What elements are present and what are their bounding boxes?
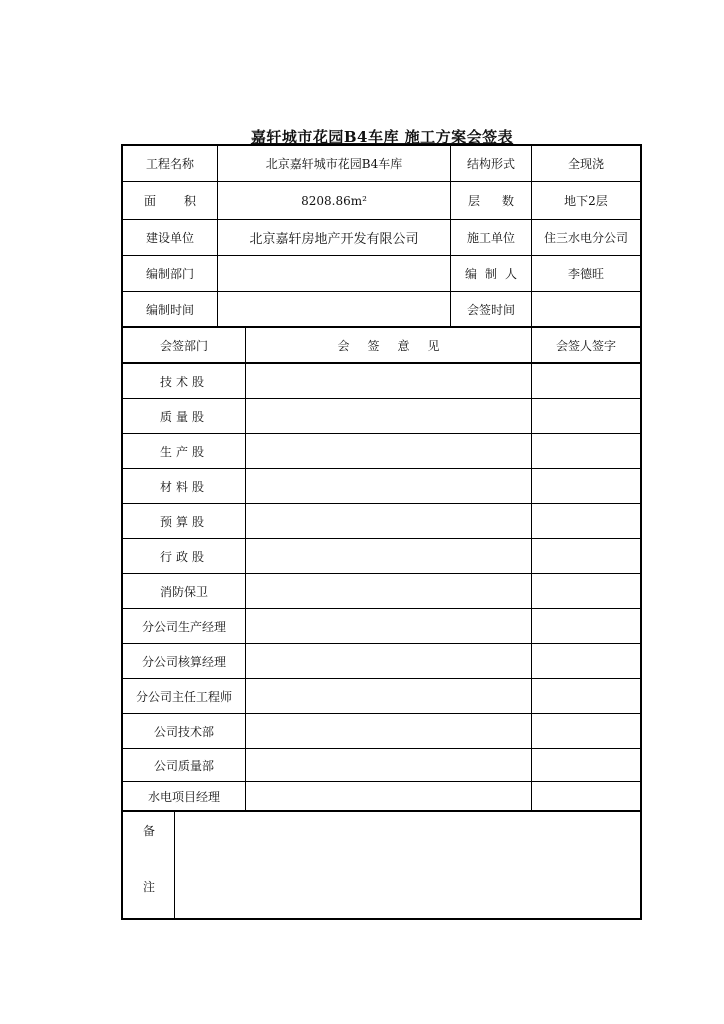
info-row-time bbox=[123, 292, 640, 328]
dept-row bbox=[123, 434, 640, 469]
floors-label: 层数 bbox=[451, 182, 532, 219]
sign-time-label: 会签时间 bbox=[451, 292, 532, 326]
info-row-area bbox=[123, 182, 640, 220]
sign-dept-header: 会签部门 bbox=[123, 328, 246, 362]
dept-row bbox=[123, 679, 640, 714]
sign-time-value[interactable] bbox=[532, 292, 640, 326]
dept-name: 技术股 bbox=[123, 364, 246, 398]
opinion-cell[interactable] bbox=[246, 539, 532, 573]
structure-value[interactable]: 全现浇 bbox=[567, 157, 604, 171]
info-row-builder bbox=[123, 220, 640, 256]
opinion-cell[interactable] bbox=[246, 434, 532, 468]
dept-name: 公司技术部 bbox=[123, 714, 246, 748]
signature-cell[interactable] bbox=[532, 469, 640, 503]
author-label: 编制人 bbox=[451, 256, 532, 291]
dept-row bbox=[123, 609, 640, 644]
signature-cell[interactable] bbox=[532, 399, 640, 433]
opinion-cell[interactable] bbox=[246, 574, 532, 608]
dept-value[interactable] bbox=[218, 256, 451, 291]
dept-name: 消防保卫 bbox=[123, 574, 246, 608]
sign-opinion-header: 会签意见 bbox=[246, 328, 532, 362]
form-title: 嘉轩城市花园B4车库 施工方案会签表 bbox=[250, 128, 514, 146]
signature-cell[interactable] bbox=[532, 714, 640, 748]
dept-name: 生产股 bbox=[123, 434, 246, 468]
dept-row bbox=[123, 399, 640, 434]
info-row-dept bbox=[123, 256, 640, 292]
remarks-text[interactable] bbox=[175, 812, 640, 918]
author-value[interactable]: 李德旺 bbox=[567, 267, 604, 281]
dept-name: 分公司主任工程师 bbox=[123, 679, 246, 713]
opinion-cell[interactable] bbox=[246, 364, 532, 398]
project-name-value[interactable]: 北京嘉轩城市花园B4车库 bbox=[218, 146, 451, 181]
signature-cell[interactable] bbox=[532, 574, 640, 608]
dept-row bbox=[123, 644, 640, 679]
contractor-label: 施工单位 bbox=[451, 220, 532, 255]
floors-value[interactable]: 地下2层 bbox=[564, 194, 608, 208]
dept-row bbox=[123, 504, 640, 539]
opinion-cell[interactable] bbox=[246, 644, 532, 678]
opinion-cell[interactable] bbox=[246, 782, 532, 810]
opinion-cell[interactable] bbox=[246, 504, 532, 538]
remarks-label-bottom: 注 bbox=[142, 880, 155, 894]
signature-cell[interactable] bbox=[532, 504, 640, 538]
prep-time-value[interactable] bbox=[218, 292, 451, 326]
remarks-label-top: 备 bbox=[142, 824, 155, 838]
dept-row bbox=[123, 539, 640, 574]
builder-value[interactable]: 北京嘉轩房地产开发有限公司 bbox=[218, 220, 451, 255]
signature-cell[interactable] bbox=[532, 679, 640, 713]
structure-label: 结构形式 bbox=[451, 146, 532, 181]
signature-cell[interactable] bbox=[532, 434, 640, 468]
signature-cell[interactable] bbox=[532, 782, 640, 810]
opinion-cell[interactable] bbox=[246, 679, 532, 713]
dept-label: 编制部门 bbox=[123, 256, 218, 291]
contractor-value[interactable]: 住三水电分公司 bbox=[543, 231, 628, 245]
dept-row bbox=[123, 749, 640, 782]
dept-name: 预算股 bbox=[123, 504, 246, 538]
dept-name: 行政股 bbox=[123, 539, 246, 573]
dept-name: 质量股 bbox=[123, 399, 246, 433]
opinion-cell[interactable] bbox=[246, 399, 532, 433]
signature-cell[interactable] bbox=[532, 749, 640, 781]
signature-cell[interactable] bbox=[532, 609, 640, 643]
signature-cell[interactable] bbox=[532, 539, 640, 573]
dept-row bbox=[123, 574, 640, 609]
remarks-label bbox=[123, 812, 175, 918]
opinion-cell[interactable] bbox=[246, 469, 532, 503]
signature-cell[interactable] bbox=[532, 644, 640, 678]
info-row-project bbox=[123, 146, 640, 182]
project-name-label: 工程名称 bbox=[123, 146, 218, 181]
builder-label: 建设单位 bbox=[123, 220, 218, 255]
opinion-cell[interactable] bbox=[246, 749, 532, 781]
area-value[interactable]: 8208.86m² bbox=[218, 182, 451, 219]
dept-row bbox=[123, 364, 640, 399]
dept-name: 材料股 bbox=[123, 469, 246, 503]
signature-cell[interactable] bbox=[532, 364, 640, 398]
sign-off-table bbox=[121, 144, 642, 920]
area-label: 面积 bbox=[123, 182, 218, 219]
sign-header-row bbox=[123, 328, 640, 364]
dept-row bbox=[123, 782, 640, 812]
dept-name: 水电项目经理 bbox=[123, 782, 246, 810]
dept-name: 分公司核算经理 bbox=[123, 644, 246, 678]
prep-time-label: 编制时间 bbox=[123, 292, 218, 326]
opinion-cell[interactable] bbox=[246, 714, 532, 748]
dept-name: 公司质量部 bbox=[123, 749, 246, 781]
dept-name: 分公司生产经理 bbox=[123, 609, 246, 643]
remarks-row bbox=[123, 812, 640, 918]
dept-row bbox=[123, 714, 640, 749]
dept-row bbox=[123, 469, 640, 504]
opinion-cell[interactable] bbox=[246, 609, 532, 643]
sign-signature-header: 会签人签字 bbox=[555, 338, 616, 353]
